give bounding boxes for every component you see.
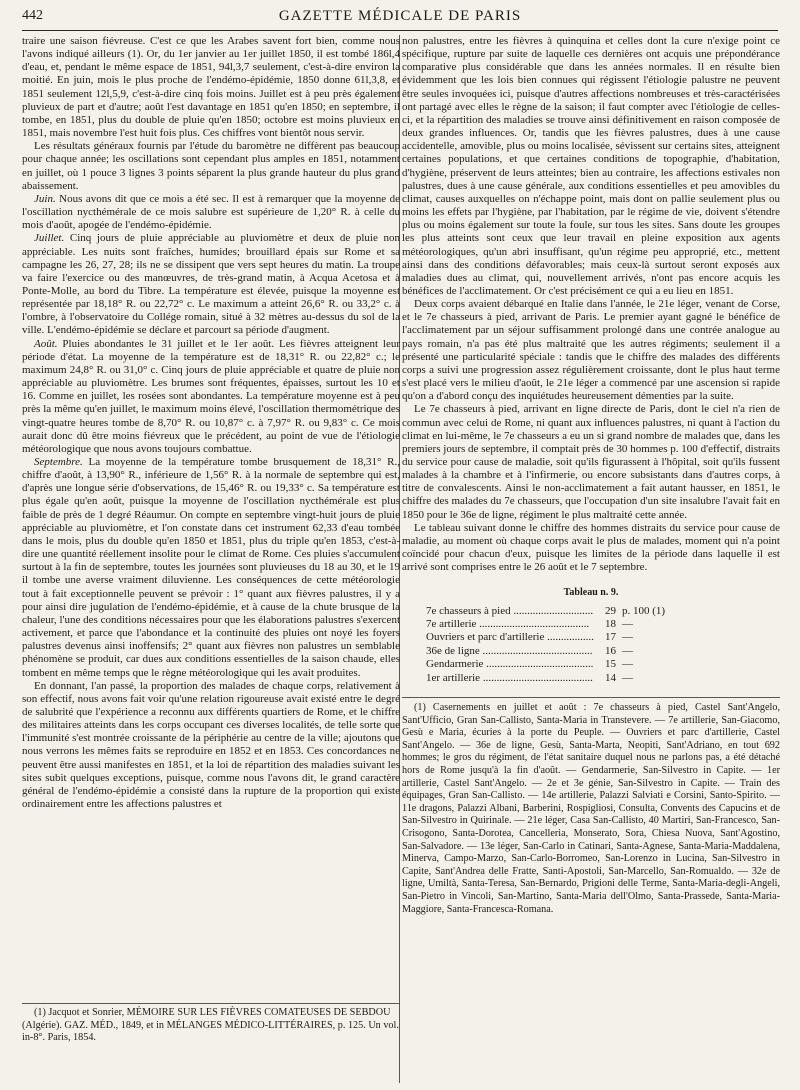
- table-row-unit: —: [622, 631, 633, 644]
- paragraph: non palustres, entre les fièvres à quinquina et celles dont la cure n'exige point ce spécifique, rupture par suite de laquelle ces dernières ont acquis une prépondérance comparative plus considérable que dans les années normales. Il en résulte bien évidemment que les lois bien connues qui régissent l'étiologie palustre ne peuvent être seules invoquées ici, puisque d'autres affections nombreuses et très-caractérisées ont partagé avec elles le règne de la saison; il faut compter avec l'étiologie de celles-ci, et la répartition des maladies se trouve ainsi définitivement en raison composée de deux grandes influences. Or, tandis que les fièvres palustres, dues à une cause accidentelle, amovible, plus ou moins localisée, sévissent sur certains sites, atteignent certaines populations, et que certaines conditions de topographie, d'habitation, d'hygiène, préservent de leurs atteintes; bien au contraire, les affections estivales non palustres, dues à une cause générale, aux conditions essentielles et peu amovibles du climat, causes auxquelles on n'échappe point, mais dont on pallie seulement plus ou moins les effets par l'hygiène, par l'habitation, par le régime de vie, doivent s'étendre plus ou moins également sur toute la foule, sur tous les sites. Sans doute les groupes les plus atteints sont ceux que leur travail en pleine exposition aux agents météorologiques, qu'un abri insuffisant, qu'un régime peu approprié, etc., mettent ainsi dans des conditions défavorables; mais ceux-là surtout seront exposés aux maladies dues au climat, qui, nouvellement arrivés, n'ont pas encore acquis les bénéfices de l'acclimatement. Or c'est précisément ce qui a eu lieu en 1851.: [402, 35, 780, 297]
- table-row-label: 36e de ligne .....: [426, 645, 594, 658]
- footnote-text: (1) Casernements en juillet et août : 7e chasseurs à pied, Castel Sant'Angelo, Sant'Ufficio, Gran San-Callisto, Santa-Maria in Transtevere. — 7e artillerie, San-Giacomo, Gesù e Maria, écuries à la porte du Peuple. — Ouvriers et parc d'artillerie, Castel Sant'Angelo. — 36e de ligne, Gesù, Santa-Marta, Neopiti, Sant'Adriano, en tout 692 hommes; le gros du régiment, de l'état sanitaire duquel nous ne parlons pas, a été détaché hors de Rome jusqu'à la fin d'août. — Gendarmerie, San-Silvestro in Capite. — 1er artillerie, Castel Sant'Angelo. — 2e et 3e génie, San-Silvestro in Capite. — Train des équipages, Gran San-Callisto. — 14e artillerie, Palazzi Salviati e Corsini, Santo-Spirito. — 11e dragons, Palazzi Albani, Barberini, Rospigliosi, Consulta, Convents des Capucins et de San-Silvestro in Quirinale. — 21e léger, Casa San-Callisto, 40 Martiri, San-Francesco, San-Crisogono, Santa-Dorotea, Cancelleria, Monserato, Sora, Chiesa Nuova, Sant'Agostino, San-Salvadore. — 13e léger, San-Carlo in Catinari, Santa-Agnese, Santa-Maria-Maddalena, Minerva, Campo-Marzo, San-Carlo-Borromeo, San-Lorenzo in Lucina, San-Silvestro in Capite, Sant'Andrea delle Fratte, Santi-Apostoli, San-Marcello, San-Romualdo. — 32e de ligne, Umiltà, Santa-Teresa, San-Bernardo, Prigioni delle Terme, Santa-Maria-degli-Angeli, San-Pietro in Vincoli, San-Martino, Santa-Maria dell'Olmo, Santa-Prassede, Santa-Maria-Maggiore, Santa-Francesca-Romana.: [402, 702, 780, 915]
- left-footnote: [22, 1007, 400, 1045]
- table-row-value: 17: [605, 631, 616, 644]
- table-row-label: 1er artillerie .....: [426, 672, 594, 685]
- table-row-label: Gendarmerie .....: [426, 658, 594, 671]
- paragraph: Les résultats généraux fournis par l'étude du baromètre ne diffèrent pas beaucoup pour chaque année; les oscillations sont cependant plus amples en 1851, notamment en juillet, où 1 pouce 3 lignes 3 points séparent la plus grande hauteur du plus grand abaissement.: [22, 140, 400, 192]
- right-footnote: [402, 702, 780, 916]
- table-row-label: 7e chasseurs à pied .....: [426, 605, 594, 618]
- section-label: Juin.: [34, 192, 56, 205]
- table-row: [426, 618, 686, 631]
- paragraph: Août. Pluies abondantes le 31 juillet et le 1er août. Les fièvres atteignent leur période d'état. La moyenne de la température est de 18,31° R. ou 22,82° c.; le maximum 24,8° R. ou 31,0° c. Cinq jours de pluie appréciable et quatre de pluie non appréciable au pluviomètre. Les brumes sont fréquentes, épaisses, surtout les 10 et 16. Comme en juillet, les rosées sont abondantes. La température moyenne est à peu près la même qu'en juillet, le maximum moins élevé, l'oscillation thermométrique des vingt-quatre heures tombe de 8,70° R. ou 10,87° c. à 7,97° R. ou 9,83° c. Ce mois aurait donc dû être moins fiévreux que le précédent, au point de vue de l'étiologie météorologique que nous avons toujours combattue.: [22, 337, 400, 455]
- table-row-unit: p. 100 (1): [622, 604, 666, 617]
- paragraph: Juillet. Cinq jours de pluie appréciable au pluviomètre et deux de pluie non appréciable. Les nuits sont fraîches, humides; brouillard épais sur Rome et sa campagne les 26, 27, 28; ils ne se dissipent que vers sept heures du matin. La troupe va faire l'exercice ou des manœuvres, de très-grand matin, à Acqua Acetosa et à Ponte-Molle, au bord du Tibre. La température est élevée, puisque la moyenne est représentée par 18,18° R. ou 22,72° c. Le maximum a atteint 26,6° R. ou 33,2° c. à l'ombre, à l'observatoire du Collége romain, situé à 32 mètres au-dessus du sol de la ville. L'endémo-épidémie se déclare et parcourt sa période d'augment.: [22, 232, 400, 337]
- footnote-rule: [402, 697, 780, 698]
- table-row-unit: —: [622, 617, 633, 630]
- table-row-value: 18: [605, 617, 616, 630]
- paragraph: Juin. Nous avons dit que ce mois a été sec. Il est à remarquer que la moyenne de l'oscillation nycthémérale de ce mois salubre est supérieure de 1,20° R. à celle du mois d'août, apogée de l'endémo-épidémie.: [22, 192, 400, 232]
- table-row-unit: —: [622, 658, 633, 671]
- section-label: Juillet.: [34, 232, 65, 245]
- right-column: [402, 35, 780, 916]
- table-row-value: 15: [605, 658, 616, 671]
- header-rule: [22, 30, 778, 31]
- sick-men-table: [426, 605, 686, 685]
- table-caption: Tableau n. 9.: [563, 587, 619, 599]
- paragraph: En donnant, l'an passé, la proportion des malades de chaque corps, relativement à son effectif, nous avons fait voir qu'une relation rigoureuse avait existé entre le degré de salubrité que l'expérience a reconnu aux différents quartiers de Rome, et le chiffre des militaires atteints dans les corps occupant ces diverses localités, de telle sorte que l'immunité s'est montrée croissante de la périphérie au centre de la ville; ajoutons que nous verrons les mêmes faits se reproduire en 1852 et en 1853. Ces concordances ne peuvent être aussi manifestes en 1851, et la loi de répartition des maladies suivant les sites subit quelques exceptions, puisque, comme nous l'avons dit, le grand caractère général de l'endémo-épidémie a consisté dans la rupture de la proportion qui existe ordinairement entre les affections palustres et: [22, 679, 400, 811]
- paragraph: Deux corps avaient débarqué en Italie dans l'année, le 21e léger, venant de Corse, et le 7e chasseurs à pied, arrivant de Paris. Le premier ayant gagné le bénéfice de l'acclimatement par un séjour suffisamment prolongé dans une contrée analogue au pays romain, n'a pas été plus maltraité que les autres régiments; seulement il a présenté une particularité spéciale : tandis que le chiffre des malades des différents corps a suivi une progression assez régulièrement croissante, dont le plus haut terme s'est placé vers le milieu d'août, le 21e léger a commencé par une ascension si rapide qu'on a d'abord conçu des inquiétudes heureusement démenties par la suite.: [402, 298, 780, 403]
- table-row: [426, 645, 686, 658]
- paragraph: traire une saison fiévreuse. C'est ce que les Arabes savent fort bien, comme nous l'avons indiqué ailleurs (1). Or, du 1er janvier au 1er juillet 1850, il est tombé 186l,4 d'eau, et, pendant le même espace de 1851, 94l,3,7 seulement, c'est-à-dire environ la moitié. En juin, mois le plus proche de l'endémo-épidémie, 1850 donne 61l,3,8, et 1851 seulement 12l,5,9, c'est-à-dire cinq fois moins. Juillet est à peu près également pluvieux de part et d'autre; août l'est davantage en 1851 qu'en 1850; en septembre, il tombe, en 1851, plus du double de pluie qu'en 1850; octobre est moins pluvieux en 1851, mais novembre l'est huit fois plus. Ces chiffres vont bientôt nous servir.: [22, 35, 400, 140]
- footnote-text: (1) Jacquot et Sonrier, MÉMOIRE SUR LES FIÈVRES COMATEUSES DE SEBDOU (Algérie). GAZ. MÉD., 1849, et in MÉLANGES MÉDICO-LITTÉRAIRES, p. 125. Un vol. in-8°. Paris, 1854.: [22, 1007, 399, 1044]
- table-row-value: 16: [605, 644, 616, 657]
- table-row-value: 29: [605, 604, 616, 617]
- table-row-label: 7e artillerie .....: [426, 618, 594, 631]
- table-row-label: Ouvriers et parc d'artillerie .....: [426, 631, 594, 644]
- paragraph: Le tableau suivant donne le chiffre des hommes distraits du service pour cause de maladie, au moment où chaque corps avait le plus de malades, moment qui n'a point coïncidé pour chacun d'eux, puisque les limites de la période dans laquelle il est arrivé sont comprises entre le 26 août et le 7 septembre.: [402, 521, 780, 574]
- paragraph: Le 7e chasseurs à pied, arrivant en ligne directe de Paris, dont le ciel n'a rien de commun avec celui de Rome, ni quant aux influences palustres, ni quant à l'action du climat en lui-même, le 7e chasseurs a eu un si grand nombre de malades que, dans les premiers jours de septembre, il comptait près de 30 hommes p. 100 d'effectif, distraits du service pour cause de maladie, soit qu'ils figurassent à l'hôpital, soit qu'ils fussent malades à la chambre et à l'infirmerie, ou encore subsistants dans d'autres corps, à titre de convalescents. Ainsi le non-acclimatement a fait autant hausser, en 1851, le chiffre des malades du 7e chasseurs, que l'occupation d'un site insalubre l'avait fait en 1850 pour le 36e de ligne, régiment le plus maltraité cette année.: [402, 403, 780, 521]
- journal-title: GAZETTE MÉDICALE DE PARIS: [278, 8, 522, 24]
- table-row: [426, 631, 686, 644]
- table-row: [426, 605, 686, 618]
- table-row: [426, 672, 686, 685]
- left-column: [22, 35, 400, 811]
- table-row: [426, 658, 686, 671]
- paragraph: Septembre. La moyenne de la température tombe brusquement de 18,31° R., chiffre d'août, à 13,90° R., inférieure de 1,56° R. à la normale de septembre qui est, d'après une longue série d'observations, de 15,46° R. ou 19,33° c. Sa température est plus égale qu'en août, puisque la moyenne de l'oscillation nycthémérale est plus faible de près de 1 degré Réaumur. On compte en septembre vingt-huit jours de pluie appréciable au pluviomètre, et l'on constate dans cet instrument 62,33 d'eau tombée dans le mois, plus du double qu'en 1850 et 1851, plus du triple qu'en 1853, c'est-à-dire une quantité réellement insolite pour le climat de Rome. Ces pluies s'accumulent surtout à la fin de septembre, toutes les journées sont pluvieuses du 18 au 30, et le 19 il tombe une averse vraiment diluvienne. Les conséquences de cette météorologie tout à fait exceptionnelle peuvent se prévoir : 1° quant aux fièvres palustres, il y a pour ainsi dire jugulation de l'endémo-épidémie, et à cause de la chute brusque de la chaleur, l'une des conditions nécessaires pour que les élaborations palustres s'exercent activement, et parce que l'abondance et la continuité des pluies ont noyé les foyers palustres devenus ainsi inoffensifs; 2° quant aux fièvres non palustres un semblable phénomène se produit, car dues aux conditions essentielles de la saison chaude, elles tombent en même temps que le règne météorologique qui les avait produites.: [22, 456, 400, 679]
- footnote-rule: [22, 1003, 400, 1004]
- page-header: [22, 8, 778, 30]
- table-row-value: 14: [605, 671, 616, 684]
- section-label: Septembre.: [34, 456, 83, 468]
- page-number: 442: [22, 8, 43, 23]
- table-row-unit: —: [622, 644, 633, 657]
- section-label: Août.: [34, 337, 58, 350]
- table-row-unit: —: [622, 671, 633, 684]
